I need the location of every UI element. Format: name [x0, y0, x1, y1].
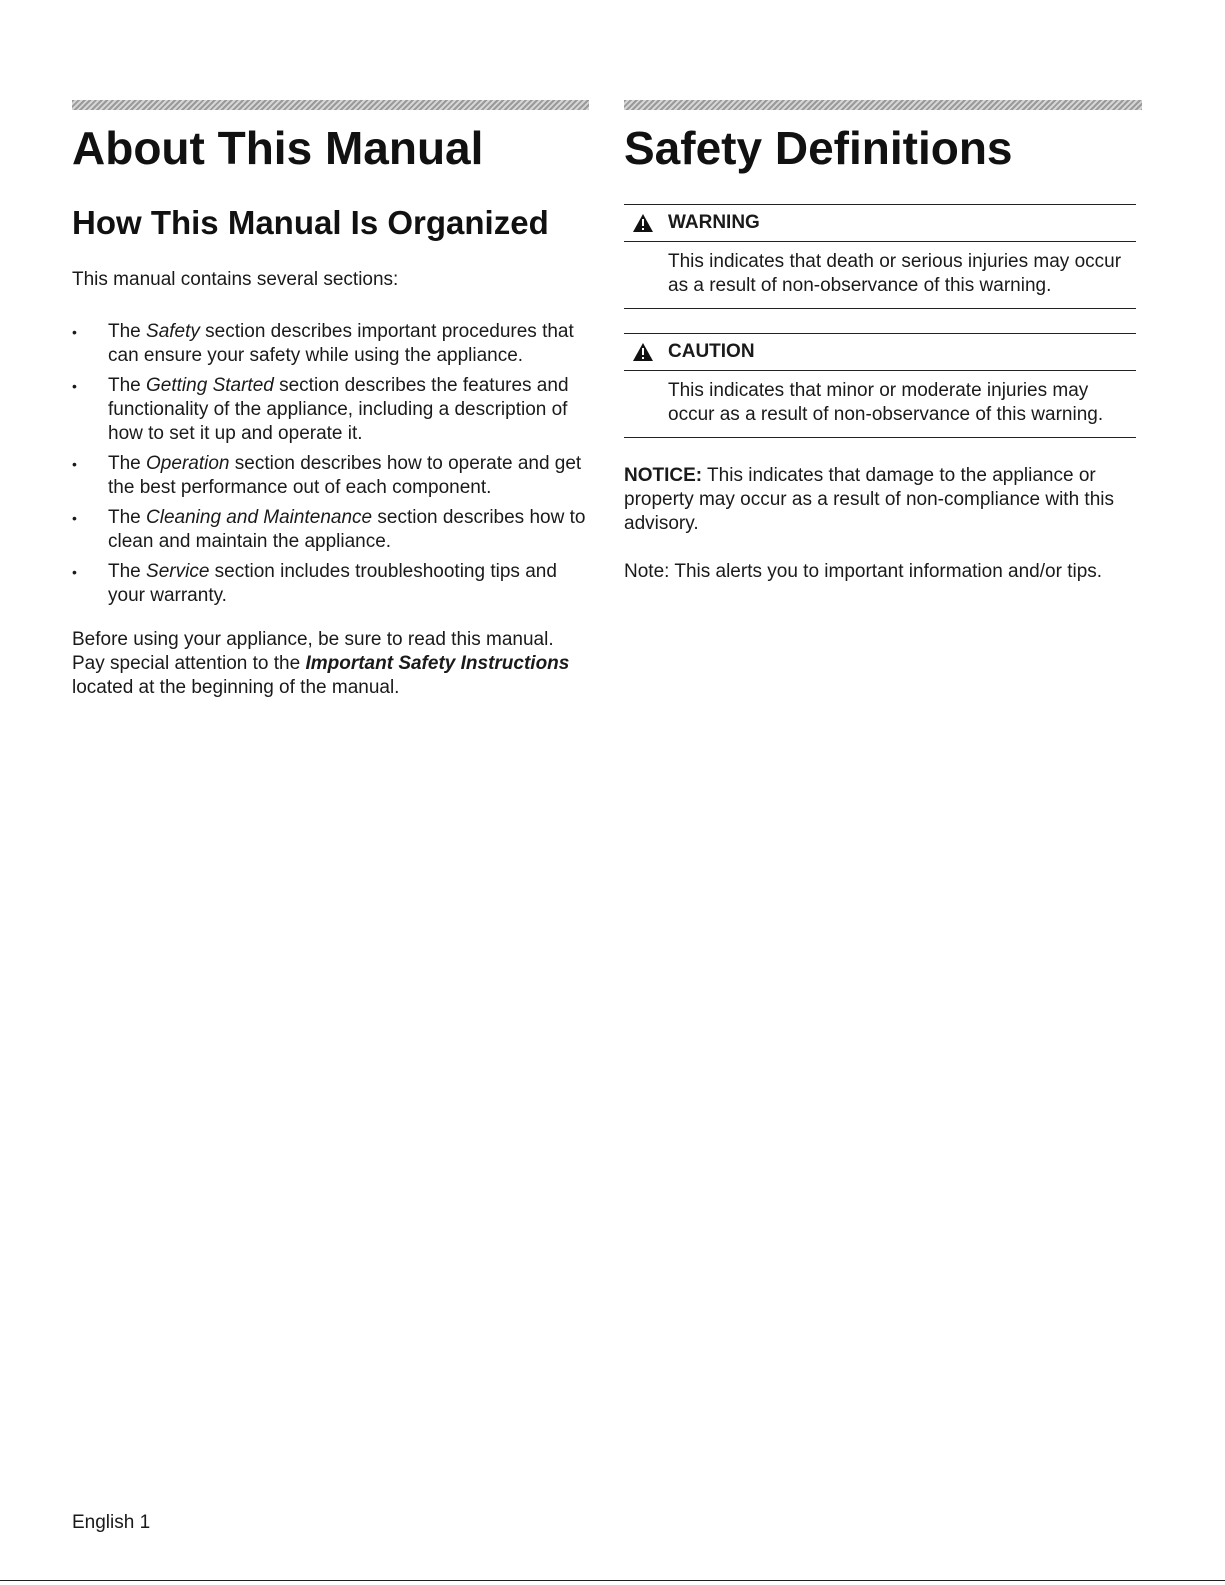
warning-header	[624, 205, 1136, 242]
closing-text: Before using your appliance, be sure to read this manual. Pay special attention to the	[72, 629, 554, 674]
page-footer: English 1	[72, 1512, 151, 1533]
list-item	[72, 560, 587, 608]
section-name: Operation	[146, 453, 230, 474]
sections-list	[72, 320, 587, 608]
list-item	[72, 452, 587, 500]
list-item	[72, 506, 587, 554]
notice-label: NOTICE:	[624, 465, 703, 486]
item-text: The	[108, 375, 147, 396]
notice-text: This indicates that damage to the appliance or property may occur as a result of non-compliance with this advisory.	[624, 465, 1114, 534]
bullet: •	[72, 510, 77, 526]
warning-box	[624, 204, 1136, 309]
list-item	[72, 374, 587, 446]
caution-label: CAUTION	[668, 341, 755, 362]
item-text: The	[108, 507, 147, 528]
item-text: section describes the features and functionality of the appliance, including a description of how to set it up and operate it.	[108, 375, 569, 444]
caution-text: This indicates that minor or moderate injuries may occur as a result of non-observance of this warning.	[624, 371, 1136, 438]
item-text: section describes how to clean and maintain the appliance.	[108, 507, 586, 552]
item-text: section describes how to operate and get the best performance out of each component.	[108, 453, 582, 498]
item-text: section describes important procedures that can ensure your safety while using the appliance.	[108, 321, 574, 366]
section-name: Cleaning and Maintenance	[146, 507, 373, 528]
warning-label: WARNING	[668, 212, 760, 233]
bullet: •	[72, 456, 77, 472]
warning-triangle-icon	[632, 342, 654, 362]
notice-paragraph	[624, 464, 1136, 536]
bottom-rule	[0, 1580, 1225, 1581]
note-paragraph: Note: This alerts you to important information and/or tips.	[624, 561, 1103, 582]
item-text: The	[108, 561, 147, 582]
item-text: section includes troubleshooting tips and your warranty.	[108, 561, 557, 606]
section-name: Safety	[146, 321, 200, 342]
safety-definitions-column	[624, 100, 1136, 584]
header-rule	[72, 100, 589, 110]
caution-header	[624, 334, 1136, 371]
intro-text: This manual contains several sections:	[72, 269, 399, 290]
item-text: The	[108, 321, 147, 342]
warning-text: This indicates that death or serious injuries may occur as a result of non-observance of this warning.	[624, 242, 1136, 309]
caution-box	[624, 333, 1136, 438]
about-manual-column	[72, 100, 587, 700]
item-text: The	[108, 453, 147, 474]
section-name: Service	[146, 561, 210, 582]
section-name: Getting Started	[146, 375, 274, 396]
header-rule	[624, 100, 1142, 110]
section-heading: How This Manual Is Organized	[72, 204, 549, 241]
bullet: •	[72, 324, 77, 340]
bullet: •	[72, 564, 77, 580]
list-item	[72, 320, 587, 368]
bullet: •	[72, 378, 77, 394]
closing-text: located at the beginning of the manual.	[72, 677, 400, 698]
page-title: About This Manual	[72, 122, 484, 174]
closing-paragraph	[72, 628, 587, 700]
safety-instructions-emphasis: Important Safety Instructions	[305, 653, 570, 674]
warning-triangle-icon	[632, 213, 654, 233]
page-title: Safety Definitions	[624, 122, 1013, 174]
